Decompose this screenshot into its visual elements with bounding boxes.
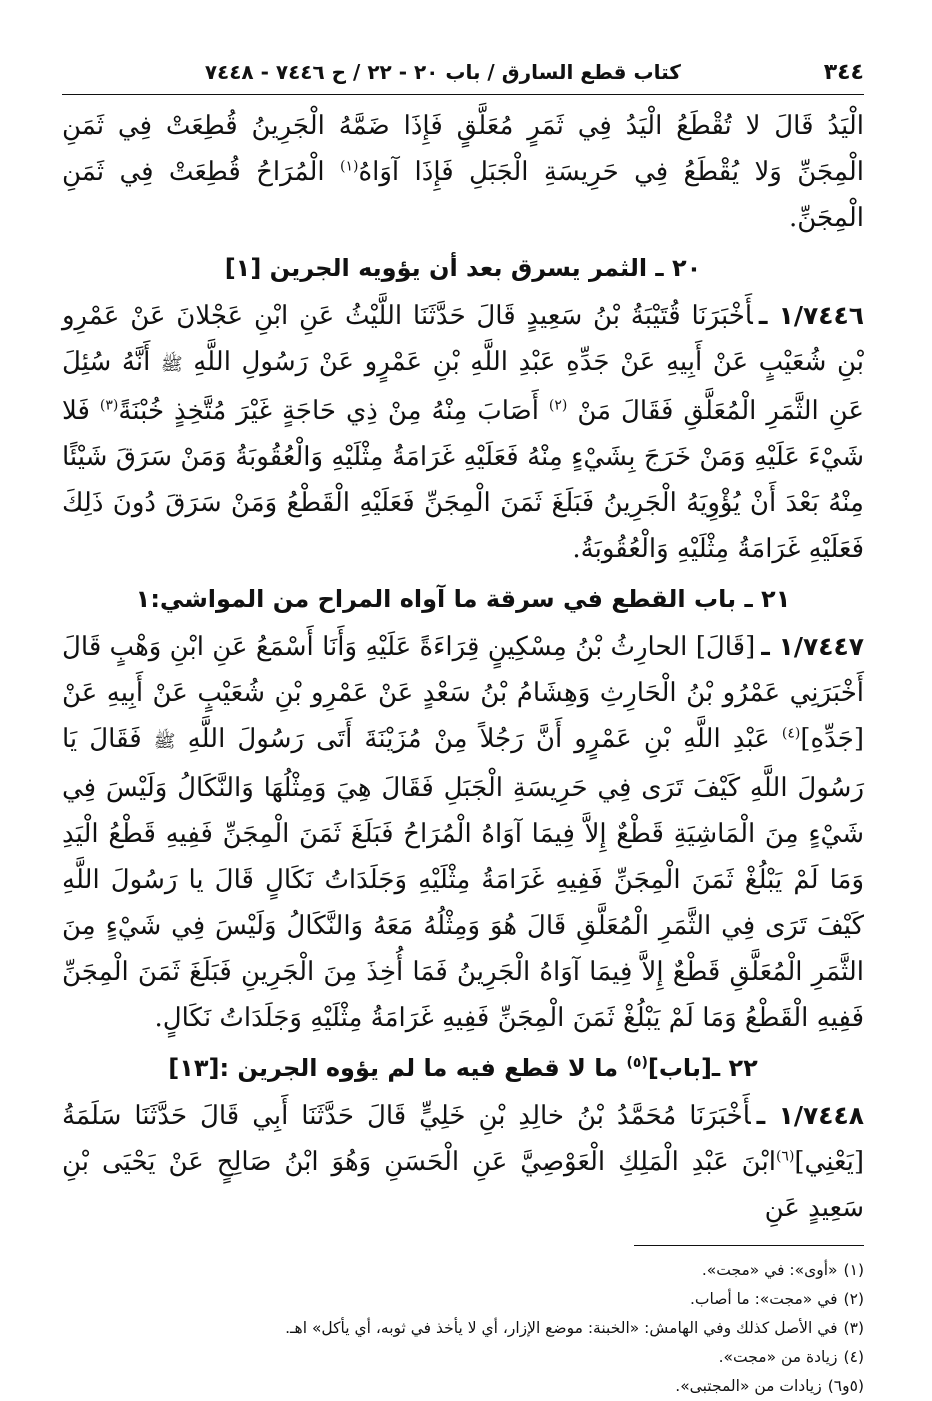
footnote-ref-5[interactable]: (٥) xyxy=(626,1055,648,1071)
document-page xyxy=(62,60,865,1395)
pbuh-ligature: ﷺ xyxy=(153,731,176,752)
footnote-ref-6[interactable]: (٦) xyxy=(775,1148,795,1165)
hadith-7448-text-1: أَخْبَرَنَا مُحَمَّدُ بْنُ خالِدِ بْنِ خَلِيٍّ قَالَ حَدَّثَنَا أَبِي قَالَ حَدَّثَنَا سَلَمَةُ [يَعْنِي] xyxy=(62,1101,864,1177)
hadith-7446-number: ١/٧٤٤٦ ـ xyxy=(758,301,864,330)
section-21-title: باب القطع في سرقة ما آواه المراح من المواشي xyxy=(159,585,737,613)
hadith-7446-text-2: أَنَّهُ سُئِلَ عَنِ الثَّمَرِ الْمُعَلَّقِ فَقَالَ مَنْ xyxy=(62,347,864,426)
footnote-2 xyxy=(62,1285,864,1314)
footnote-text: في «مجت»: ما أصاب. xyxy=(689,1290,838,1308)
hadith-7447-text-1: [قَالَ] الحارِثُ بْنُ مِسْكِينٍ قِرَاءَةً عَلَيْهِ وَأَنَا أَسْمَعُ عَنِ ابْنِ وَهْبٍ قَالَ أَخْبَرَنِي عَمْرُو بْنُ الْحَارِثِ وَهِشَامُ بْنُ سَعْدٍ عَنْ عَمْرِو بْنِ شُعَيْبٍ عَنْ أَبِيهِ عَنْ [جَدِّهِ] xyxy=(62,632,864,754)
section-20-number: ٢٠ ـ xyxy=(655,254,702,282)
section-21-ref: :١ xyxy=(135,585,160,613)
footnote-ref-3[interactable]: (٣) xyxy=(99,397,119,414)
running-header xyxy=(62,60,864,95)
section-22-title-2: ما لا قطع فيه ما لم يؤوه الجرين xyxy=(237,1054,627,1082)
hadith-7448 xyxy=(62,1093,864,1231)
page-number: ٣٤٤ xyxy=(823,60,864,85)
footnote-text: «أوى»: في «مجت». xyxy=(701,1261,838,1279)
section-20-ref: [١] xyxy=(224,254,262,282)
footnote-ref-4[interactable]: (٤) xyxy=(781,725,801,742)
header-title: كتاب قطع السارق / باب ٢٠ - ٢٢ / ح ٧٤٤٦ - ٧٤٤٨ xyxy=(204,60,681,84)
hadith-7447-number: ١/٧٤٤٧ ـ xyxy=(761,632,864,661)
hadith-7448-text-2: ابْنَ عَبْدِ الْمَلِكِ الْعَوْصِيَّ عَنِ الْحَسَنِ وَهُوَ ابْنُ صَالِحٍ عَنْ يَحْيَى بْنِ سَعِيدٍ عَنِ xyxy=(62,1147,864,1223)
section-21-heading xyxy=(62,578,864,620)
hadith-7446 xyxy=(62,293,864,572)
opening-text-1: الْيَدُ قَالَ لا تُقْطَعُ الْيَدُ فِي ثَمَرٍ مُعَلَّقٍ فَإِذَا ضَمَّهُ الْجَرِينُ قُطِعَتْ فِي ثَمَنِ الْمِجَنِّ وَلا يُقْطَعُ فِي حَرِيسَةِ الْجَبَلِ فَإِذَا آوَاهُ xyxy=(62,111,864,187)
pbuh-ligature: ﷺ xyxy=(160,354,183,375)
footnote-mark: (٢) xyxy=(843,1290,864,1308)
section-20-heading xyxy=(62,247,864,289)
footnotes xyxy=(62,1256,864,1401)
hadith-7446-text-1: أَخْبَرَنَا قُتَيْبَةُ بْنُ سَعِيدٍ قَالَ حَدَّثَنَا اللَّيْثُ عَنِ ابْنِ عَجْلانَ عَنْ عَمْرِو بْنِ شُعَيْبٍ عَنْ أَبِيهِ عَنْ جَدِّهِ عَبْدِ اللَّهِ بْنِ عَمْرٍو عَنْ رَسُولِ اللَّهِ xyxy=(62,301,865,377)
footnote-divider xyxy=(634,1245,864,1246)
opening-paragraph xyxy=(62,103,864,241)
section-22-heading xyxy=(62,1047,864,1089)
hadith-7448-number: ١/٧٤٤٨ ـ xyxy=(756,1101,864,1130)
section-22-ref: :[١٣] xyxy=(168,1054,230,1082)
footnote-1 xyxy=(62,1256,864,1285)
hadith-7447-text-3: فَقَالَ يَا رَسُولَ اللَّهِ كَيْفَ تَرَى فِي حَرِيسَةِ الْجَبَلِ فَقَالَ هِيَ وَمِثْلُهَا وَالنَّكَالُ وَلَيْسَ فِي شَيْءٍ مِنَ الْمَاشِيَةِ قَطْعٌ إِلاَّ فِيمَا آوَاهُ الْمُرَاحُ فَبَلَغَ ثَمَنَ الْمِجَنِّ فَفِيهِ قَطْعُ الْيَدِ وَمَا لَمْ يَبْلُغْ ثَمَنَ الْمِجَنِّ فَفِيهِ غَرَامَةُ مِثْلَيْهِ وَجَلَدَاتُ نَكَالٍ قَالَ يا رَسُولَ اللَّهِ كَيْفَ تَرَى فِي الثَّمَرِ الْمُعَلَّقِ قَالَ هُوَ وَمِثْلُهُ مَعَهُ وَالنَّكَالُ وَلَيْسَ فِي شَيْءٍ مِنَ الثَّمَرِ الْمُعَلَّقِ قَطْعٌ إِلاَّ فِيمَا آوَاهُ الْجَرِينُ فَمَا أُخِذَ مِنَ الْجَرِينِ فَبَلَغَ ثَمَنَ الْمِجَنِّ فَفِيهِ الْقَطْعُ وَمَا لَمْ يَبْلُغْ ثَمَنَ الْمِجَنِّ فَفِيهِ غَرَامَةُ مِثْلَيْهِ وَجَلَدَاتُ نَكَالٍ. xyxy=(62,724,864,1033)
footnote-text: في الأصل كذلك وفي الهامش: «الخبنة: موضع الإزار، أي لا يأخذ في ثوبه، أي يأكل» اهـ. xyxy=(285,1319,838,1337)
hadith-7447-text-2: عَبْدِ اللَّهِ بْنِ عَمْرٍو أَنَّ رَجُلاً مِنْ مُزَيْنَةَ أَتَى رَسُولَ اللَّهِ xyxy=(187,724,782,754)
footnote-text: زيادات من «المجتبى». xyxy=(675,1377,822,1395)
footnote-mark: (٣) xyxy=(843,1319,864,1337)
footnote-3 xyxy=(62,1314,864,1343)
footnote-mark: (١) xyxy=(843,1261,864,1279)
section-20-title: الثمر يسرق بعد أن يؤويه الجرين xyxy=(269,254,648,282)
footnote-mark: (٤) xyxy=(843,1348,864,1366)
footnote-text: زيادة من «مجت». xyxy=(718,1348,838,1366)
section-21-number: ٢١ ـ xyxy=(744,585,791,613)
footnote-5 xyxy=(62,1372,864,1401)
footnote-ref-1[interactable]: (١) xyxy=(340,158,359,175)
section-22-number: ٢٢ ـ xyxy=(711,1054,758,1082)
footnote-ref-2[interactable]: (٢) xyxy=(548,397,568,414)
hadith-7446-text-3: أَصَابَ مِنْهُ مِنْ ذِي حَاجَةٍ غَيْرَ مُتَّخِذٍ خُبْنَةً xyxy=(118,396,549,426)
hadith-7446-text-4: فَلا شَيْءَ عَلَيْهِ وَمَنْ خَرَجَ بِشَيْءٍ مِنْهُ فَعَلَيْهِ غَرَامَةُ مِثْلَيْهِ وَالْعُقُوبَةُ وَمَنْ سَرَقَ شَيْئًا مِنْهُ بَعْدَ أَنْ يُؤْوِيَهُ الْجَرِينُ فَبَلَغَ ثَمَنَ الْمِجَنِّ فَعَلَيْهِ الْقَطْعُ وَمَنْ سَرَقَ دُونَ ذَلِكَ فَعَلَيْهِ غَرَامَةُ مِثْلَيْهِ وَالْعُقُوبَةُ. xyxy=(62,396,864,564)
hadith-7447 xyxy=(62,624,864,1041)
footnote-mark: (٥و٦) xyxy=(827,1377,864,1395)
section-22-title-1: [باب] xyxy=(647,1054,712,1082)
opening-text-2: الْمُرَاحُ قُطِعَتْ فِي ثَمَنِ الْمِجَنِّ. xyxy=(62,157,864,233)
